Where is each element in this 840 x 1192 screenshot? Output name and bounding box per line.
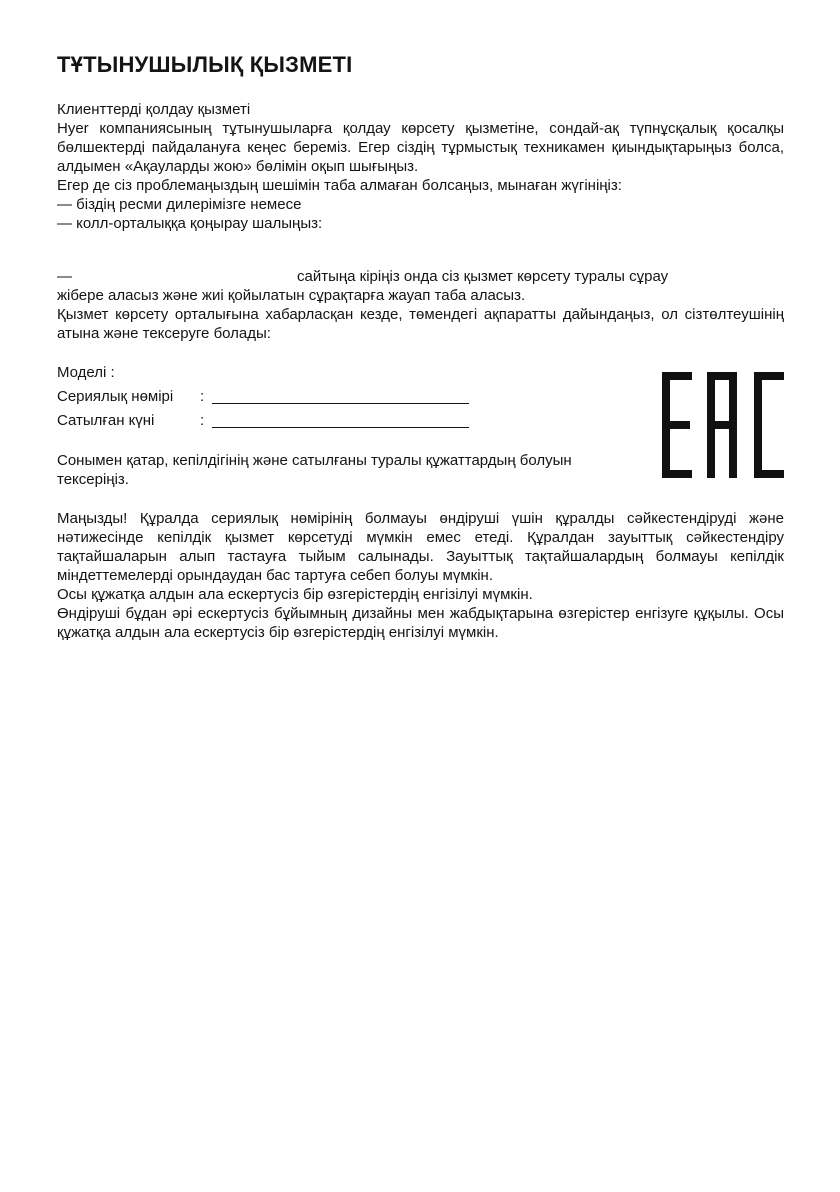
website-dash: — <box>57 268 72 285</box>
documents-note: Сонымен қатар, кепілдігінің және сатылғаны туралы құжаттардың болуын тексеріңіз. <box>57 452 572 488</box>
date-label: Сатылған күні <box>57 412 155 429</box>
changes-note: Осы құжатқа алдын ала ескертусіз бір өзгерістердің енгізілуі мүмкін. <box>57 586 533 603</box>
eac-logo <box>662 372 784 478</box>
page-title: ТҰТЫНУШЫЛЫҚ ҚЫЗМЕТІ <box>57 52 353 77</box>
date-blank-line <box>212 427 469 428</box>
support-paragraph: Hyer компаниясының тұтынушыларға қолдау көрсету қызметіне, сондай-ақ түпнұсқалық қосалқы бөлшектерді пайдалануға кеңес береміз. Егер сіздің тұрмыстық техникамен қиындықтарыңыз болса, алдымен «Ақауларды жою» бөлімін оқып шығыңыз. <box>57 120 784 175</box>
bullet-call-center: — колл-орталыққа қоңырау шалыңыз: <box>57 215 323 232</box>
website-text-continued: жібере аласыз және жиі қойылатын сұрақтарға жауап таба аласыз. <box>57 287 526 304</box>
support-heading: Клиенттерді қолдау қызметі <box>57 101 251 118</box>
serial-colon: : <box>200 388 205 405</box>
website-text: сайтыңа кіріңіз онда сіз қызмет көрсету туралы сұрау <box>297 268 669 285</box>
document-page <box>57 52 784 642</box>
website-line <box>57 267 784 286</box>
important-paragraph: Маңызды! Құралда сериялық нөмірінің болмауы өндіруші үшін құралды сәйкестендіруді және нәтижесінде кепілдік қызмет көрсетуді мүмкін емес етеді. Құралдан зауыттық сәйкестендіру тақтайшаларын алып тастауға тыйым салынады. Зауыттық тақтайшалардың болмауы кепілдік міндеттемелерді орындаудан бас тартуға себеп болуы мүмкін. <box>57 510 784 584</box>
serial-label: Сериялық нөмірі <box>57 388 174 405</box>
date-colon: : <box>200 412 205 429</box>
serial-blank-line <box>212 403 469 404</box>
model-label: Моделі : <box>57 364 115 381</box>
service-info-paragraph: Қызмет көрсету орталығына хабарласқан кезде, төмендегі ақпаратты дайындаңыз, ол сізтөлтеушінің атына және тексеруге болады: <box>57 306 784 342</box>
problem-paragraph: Егер де сіз проблемаңыздың шешімін таба алмаған болсаңыз, мынаған жүгініңіз: <box>57 177 622 194</box>
bullet-dealer: — біздің ресми дилерімізге немесе <box>57 196 302 213</box>
manufacturer-note: Өндіруші бұдан әрі ескертусіз бұйымның дизайны мен жабдықтарына өзгерістер енгізуге құқылы. Осы құжатқа алдын ала ескертусіз бір өзгерістердің енгізілуі мүмкін. <box>57 605 784 641</box>
